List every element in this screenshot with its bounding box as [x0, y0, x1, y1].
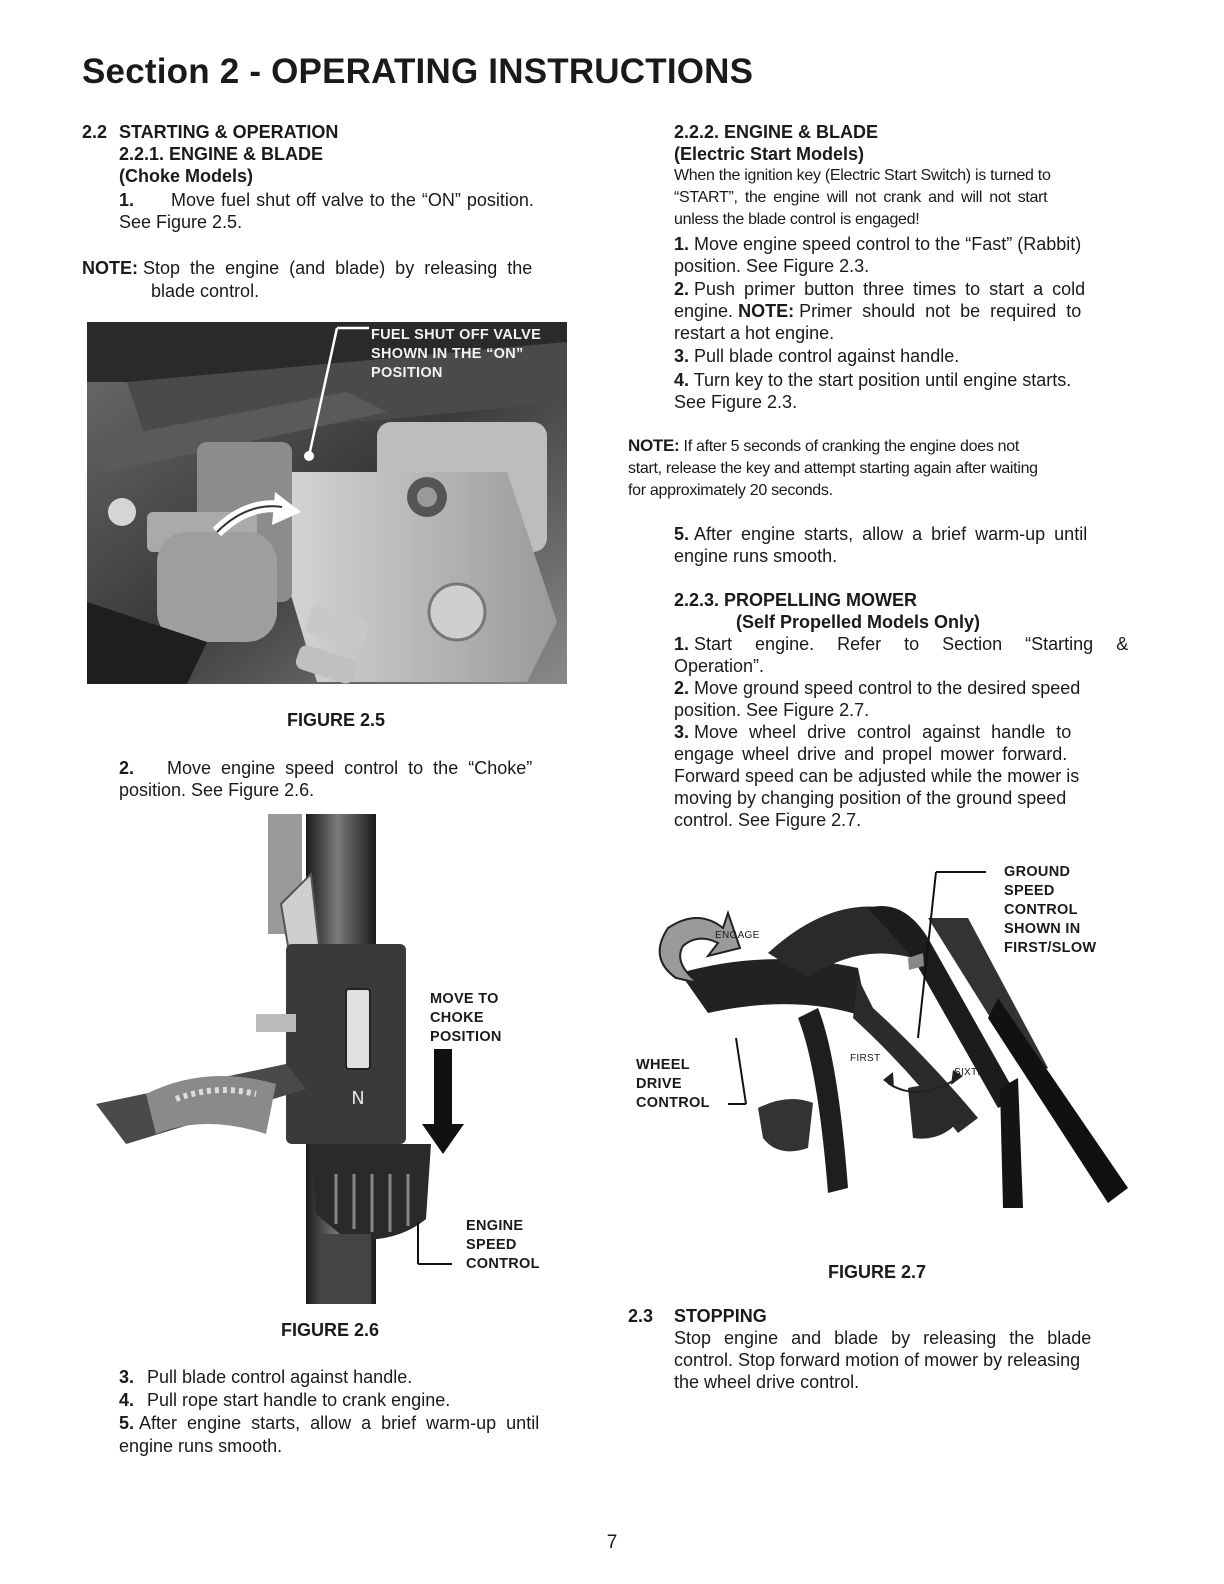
section-2-2-3-subheading: (Self Propelled Models Only) — [736, 612, 981, 632]
intro-line: “START”, the engine will not crank and will not start — [674, 189, 1048, 206]
inline-note-label: NOTE: — [738, 301, 795, 321]
step-number: 2. — [674, 279, 690, 299]
callout-line: POSITION — [430, 1029, 502, 1045]
figure-2-6-callout-choke — [430, 990, 502, 1047]
callout-line: FIRST/SLOW — [1004, 940, 1097, 956]
propel-step-1 — [674, 633, 1134, 655]
left-step-3 — [119, 1366, 412, 1388]
step-line: Forward speed can be adjusted while the mower is — [674, 766, 1080, 786]
section-2-2-1-heading: 2.2.1. ENGINE & BLADE — [119, 144, 324, 164]
left-step-1 — [119, 189, 585, 211]
step-text: Pull rope start handle to crank engine. — [147, 1390, 451, 1410]
engage-label: ENGAGE — [715, 930, 760, 941]
callout-line: CONTROL — [636, 1095, 710, 1111]
section-2-3-heading: STOPPING — [674, 1306, 767, 1326]
step-line: engage wheel drive and propel mower forward. — [674, 744, 1068, 764]
note-label: NOTE: — [82, 258, 138, 278]
step-text: After engine starts, allow a brief warm-up until — [694, 524, 1088, 544]
step-number: 5. — [119, 1413, 135, 1433]
left-step-2 — [119, 757, 585, 779]
section-2-2-number: 2.2 — [82, 122, 108, 142]
section-2-2-3-heading: 2.2.3. PROPELLING MOWER — [674, 590, 918, 610]
left-step-1-line-2: See Figure 2.5. — [119, 212, 243, 232]
callout-line: DRIVE — [636, 1076, 682, 1092]
section-2-3-number: 2.3 — [628, 1306, 654, 1326]
callout-line: SPEED — [466, 1237, 517, 1253]
electric-start-intro — [674, 165, 1134, 231]
step-number: 4. — [119, 1390, 135, 1410]
step-line: moving by changing position of the ground speed — [674, 788, 1067, 808]
callout-line: MOVE TO — [430, 991, 499, 1007]
callout-line: CONTROL — [466, 1256, 540, 1272]
left-step-2-line-2: position. See Figure 2.6. — [119, 780, 315, 800]
left-step-4 — [119, 1389, 450, 1411]
right-step-2-line-3: restart a hot engine. — [674, 323, 835, 343]
intro-line: When the ignition key (Electric Start Switch) is turned to — [674, 167, 1051, 184]
step-line: control. See Figure 2.7. — [674, 810, 862, 830]
right-step-2-line-2 — [674, 300, 1081, 322]
step-text: Move fuel shut off valve to the “ON” position. — [171, 190, 534, 210]
section-2-2-2-heading: 2.2.2. ENGINE & BLADE — [674, 122, 879, 142]
callout-line: CHOKE — [430, 1010, 484, 1026]
step-number: 1. — [674, 634, 690, 654]
page-number: 7 — [606, 1532, 618, 1553]
callout-line: SHOWN IN THE “ON” — [371, 346, 524, 362]
step-text: Primer should not be required to — [799, 301, 1082, 321]
left-note — [82, 257, 585, 279]
stopping-line: Stop engine and blade by releasing the blade — [674, 1328, 1092, 1348]
figure-2-7-image — [628, 858, 1134, 1208]
propel-step-3-continued — [674, 743, 1134, 831]
left-step-5-line-2: engine runs smooth. — [119, 1436, 283, 1456]
right-step-3 — [674, 345, 959, 367]
stopping-line: the wheel drive control. — [674, 1372, 860, 1392]
page-title: Section 2 - OPERATING INSTRUCTIONS — [82, 52, 754, 91]
first-label: FIRST — [850, 1053, 881, 1064]
section-2-2-1-subheading: (Choke Models) — [119, 166, 254, 186]
right-step-1-line-2: position. See Figure 2.3. — [674, 256, 870, 276]
stopping-line: control. Stop forward motion of mower by releasing — [674, 1350, 1081, 1370]
step-number: 3. — [119, 1367, 135, 1387]
figure-2-7-caption: FIGURE 2.7 — [828, 1262, 927, 1282]
figure-2-6-image — [96, 814, 566, 1304]
section-2-2-heading: STARTING & OPERATION — [119, 122, 339, 142]
right-step-5 — [674, 523, 1087, 545]
right-step-4-line-2: See Figure 2.3. — [674, 392, 798, 412]
step-number: 2. — [674, 678, 690, 698]
callout-line: WHEEL — [636, 1057, 690, 1073]
callout-line: GROUND — [1004, 864, 1071, 880]
step-number: 1. — [674, 234, 690, 254]
sixth-label: SIXTH — [954, 1067, 985, 1078]
step-text: Pull blade control against handle. — [694, 346, 960, 366]
note-text: If after 5 seconds of cranking the engine does not — [683, 438, 1020, 455]
left-step-5 — [119, 1412, 585, 1434]
step-number: 2. — [119, 758, 135, 778]
step-number: 3. — [674, 346, 690, 366]
propel-step-2 — [674, 677, 1080, 699]
step-text: engine. — [674, 301, 734, 321]
note-line: start, release the key and attempt starting again after waiting — [628, 460, 1038, 477]
right-step-5-line-2: engine runs smooth. — [674, 546, 838, 566]
right-step-1 — [674, 233, 1081, 255]
step-number: 3. — [674, 722, 690, 742]
step-number: 5. — [674, 524, 690, 544]
note-line: for approximately 20 seconds. — [628, 482, 833, 499]
intro-line: unless the blade control is engaged! — [674, 211, 920, 228]
callout-line: FUEL SHUT OFF VALVE — [371, 327, 542, 343]
figure-2-6-callout-speed — [466, 1217, 540, 1274]
svg-text:N: N — [351, 1088, 365, 1109]
right-note — [628, 435, 1134, 502]
figure-2-5-callout — [371, 326, 541, 383]
step-text: Move wheel drive control against handle to — [694, 722, 1072, 742]
figure-2-5-caption: FIGURE 2.5 — [287, 710, 386, 730]
step-text: Move engine speed control to the “Fast” (Rabbit) — [694, 234, 1082, 254]
callout-line: SHOWN IN — [1004, 921, 1081, 937]
figure-2-6-caption: FIGURE 2.6 — [281, 1320, 380, 1340]
step-text: Move ground speed control to the desired speed — [694, 678, 1081, 698]
note-line — [628, 435, 1134, 458]
right-step-4 — [674, 369, 1071, 391]
step-text: After engine starts, allow a brief warm-up until — [139, 1413, 540, 1433]
right-step-2 — [674, 278, 1085, 300]
note-label: NOTE: — [628, 436, 680, 455]
figure-2-7-callout-ground — [1004, 863, 1096, 958]
step-text: Push primer button three times to start a cold — [694, 279, 1086, 299]
note-text: Stop the engine (and blade) by releasing the — [143, 258, 533, 278]
step-text: Move engine speed control to the “Choke” — [167, 758, 533, 778]
left-note-line-2: blade control. — [151, 281, 260, 301]
step-number: 4. — [674, 370, 690, 390]
section-2-2-2-subheading: (Electric Start Models) — [674, 144, 865, 164]
figure-2-5-image — [87, 322, 567, 684]
callout-line: ENGINE — [466, 1218, 524, 1234]
step-number: 1. — [119, 190, 135, 210]
propel-step-2-line-2: position. See Figure 2.7. — [674, 700, 870, 720]
propel-step-1-line-2: Operation”. — [674, 656, 765, 676]
callout-line: POSITION — [371, 365, 443, 381]
propel-step-3 — [674, 721, 1134, 743]
step-text: Start engine. Refer to Section “Starting & — [694, 634, 1129, 654]
callout-line: SPEED — [1004, 883, 1055, 899]
step-text: Pull blade control against handle. — [147, 1367, 413, 1387]
figure-2-7-callout-wheel — [636, 1056, 710, 1113]
callout-line: CONTROL — [1004, 902, 1078, 918]
step-text: Turn key to the start position until engine starts. — [693, 370, 1072, 390]
stopping-text — [674, 1327, 1134, 1393]
